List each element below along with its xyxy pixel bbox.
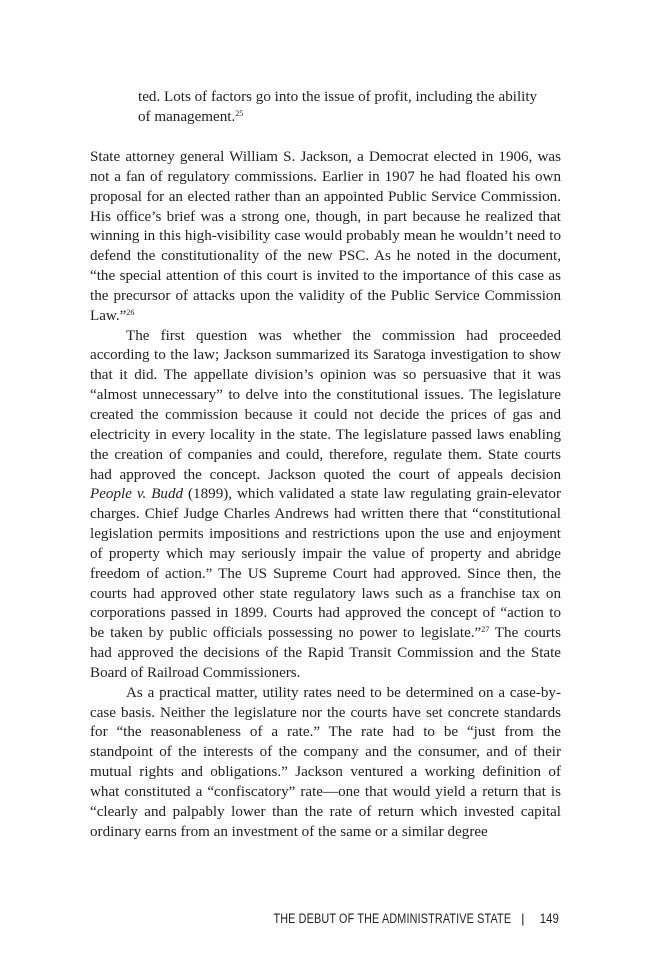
block-quote-body: ted. Lots of factors go into the issue of profit, including the ability of management.: [138, 89, 538, 125]
paragraph-text: The first question was whether the commission had proceeded according to the law; Jackson summarized its Saratoga investigation to show that it did. The appellate division’s opinion was so persuasive that it was “almost unnecessary” to delve into the constitutional issues. The legislature created the commission because it could not decide the prices of gas and electricity in every locality in the state. The legislature passed laws enabling the creation of companies and could, therefore, regulate them. State courts had approved the concept. Jackson quoted the court of appeals decision: [90, 327, 561, 483]
paragraph-text: State attorney general William S. Jackson, a Democrat elected in 1906, was not a fan of regulatory commissions. Earlier in 1907 he had floated his own proposal for an elected rather than an appointed Public Service Commission. His office’s brief was a strong one, though, in part because he realized that winning in this high-visibility case would probably mean he wouldn’t need to defend the constitutionality of the new PSC. As he noted in the document, “the special attention of this court is invited to the importance of this case as the precursor of attacks upon the validity of the Public Service Commission Law.”: [90, 149, 561, 324]
block-quote-text: [138, 87, 538, 127]
footnote-marker: 27: [481, 625, 490, 635]
body-text: [90, 148, 561, 843]
paragraph: [90, 684, 561, 843]
paragraph-text: The courts had approved the decisions of the Rapid Transit Commission and the State Board of Railroad Commissioners.: [90, 625, 561, 681]
footer-separator: |: [521, 911, 525, 926]
footnote-marker: 26: [126, 307, 135, 317]
block-quote: [138, 87, 538, 127]
paragraph-text: As a practical matter, utility rates need to be determined on a case-by-case basis. Neither the legislature nor the courts have set concrete standards for “the reasonableness of a rate.” The rate had to be “just from the standpoint of the interests of the company and the consumer, and of their mutual rights and obligations.” Jackson ventured a working definition of what constituted a “confiscatory” rate—one that would yield a return that is “clearly and palpably lower than the rate of return which invested capital ordinary earns from an investment of the same or a similar degree: [90, 684, 561, 840]
page-footer: [214, 911, 561, 926]
paragraph: [90, 327, 561, 684]
paragraph-text: (1899), which validated a state law regulating grain-elevator charges. Chief Judge Charles Andrews had written there that “constitutional legislation permits impositions and restrictions upon the use and enjoyment of property which may seriously impair the value of property and abridge freedom of action.” The US Supreme Court had approved. Since then, the courts had approved other state regulatory laws such as a franchise tax on corporations passed in 1899. Courts had approved the concept of “action to be taken by public officials possessing no power to legislate.”: [90, 486, 561, 642]
case-name: People v. Budd: [90, 486, 184, 503]
running-head: THE DEBUT OF THE ADMINISTRATIVE STATE: [273, 911, 512, 926]
paragraph: [90, 148, 561, 327]
footnote-marker: 25: [235, 109, 244, 118]
page-number: 149: [540, 911, 560, 926]
